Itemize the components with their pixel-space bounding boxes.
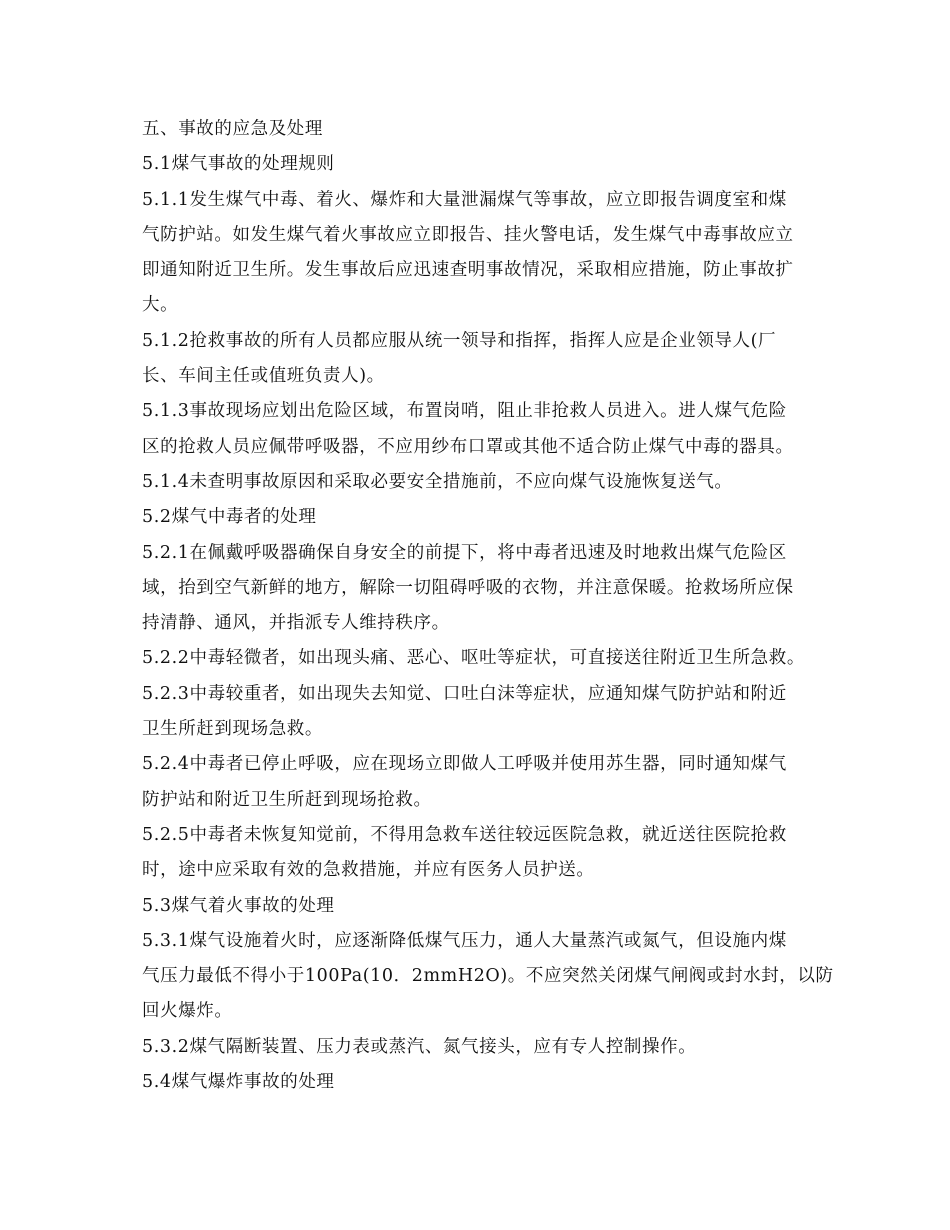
- text-line: 长、车间主任或值班负责人)。: [142, 366, 385, 387]
- text-line: 5.2.4中毒者已停止呼吸，应在现场立即做人工呼吸并使用苏生器，同时通知煤气: [142, 754, 787, 775]
- text-line: 即通知附近卫生所。发生事故后应迅速查明事故情况，采取相应措施，防止事故扩: [142, 260, 794, 281]
- subsection-heading-5-2: 5.2煤气中毒者的处理: [142, 507, 317, 528]
- subsection-heading-5-4: 5.4煤气爆炸事故的处理: [142, 1072, 335, 1093]
- text-line: 5.3.1煤气设施着火时，应逐渐降低煤气压力，通人大量蒸汽或氮气，但设施内煤: [142, 930, 787, 951]
- text-line: 5.1.3事故现场应划出危险区域，布置岗哨，阻止非抢救人员进入。进人煤气危险: [142, 401, 787, 422]
- section-heading-5: 五、事故的应急及处理: [142, 119, 323, 139]
- text-line: 5.2.2中毒轻微者，如出现头痛、恶心、呕吐等症状，可直接送往附近卫生所急救。: [142, 648, 805, 669]
- document-body: [142, 112, 832, 1100]
- subsection-heading-5-3: 5.3煤气着火事故的处理: [142, 895, 335, 916]
- text-line: 5.3.2煤气隔断装置、压力表或蒸汽、氮气接头，应有专人控制操作。: [142, 1036, 697, 1057]
- subsection-heading-5-1: 5.1煤气事故的处理规则: [142, 154, 335, 175]
- text-line: 卫生所赶到现场急救。: [142, 719, 323, 740]
- text-line: 5.1.4未查明事故原因和采取必要安全措施前，不应向煤气设施恢复送气。: [142, 471, 733, 492]
- text-line: 5.2.1在佩戴呼吸器确保自身安全的前提下，将中毒者迅速及时地救出煤气危险区: [142, 542, 787, 563]
- text-line: 区的抢救人员应佩带呼吸器，不应用纱布口罩或其他不适合防止煤气中毒的器具。: [142, 436, 794, 457]
- text-line: 域，抬到空气新鲜的地方，解除一切阻碍呼吸的衣物，并注意保暖。抢救场所应保: [142, 577, 794, 598]
- text-line: 气防护站。如发生煤气着火事故应立即报告、挂火警电话，发生煤气中毒事故应立: [142, 224, 794, 245]
- text-line: 时，途中应采取有效的急救措施，并应有医务人员护送。: [142, 860, 595, 881]
- text-line: 大。: [142, 295, 179, 316]
- text-line: 5.1.1发生煤气中毒、着火、爆炸和大量泄漏煤气等事故，应立即报告调度室和煤: [142, 189, 787, 210]
- text-line: 持清静、通风，并指派专人维持秩序。: [142, 613, 450, 634]
- text-line: 防护站和附近卫生所赶到现场抢救。: [142, 789, 432, 810]
- text-line: 5.2.3中毒较重者，如出现失去知觉、口吐白沫等症状，应通知煤气防护站和附近: [142, 683, 787, 704]
- text-line: 5.2.5中毒者未恢复知觉前，不得用急救车送往较远医院急救，就近送往医院抢救: [142, 824, 787, 845]
- text-line: 气压力最低不得小于100Pa(10．2mmH2O)。不应突然关闭煤气闸阀或封水封，以防: [142, 966, 834, 987]
- text-line: 5.1.2抢救事故的所有人员都应服从统一领导和指挥，指挥人应是企业领导人(厂: [142, 330, 777, 351]
- text-line: 回火爆炸。: [142, 1001, 233, 1022]
